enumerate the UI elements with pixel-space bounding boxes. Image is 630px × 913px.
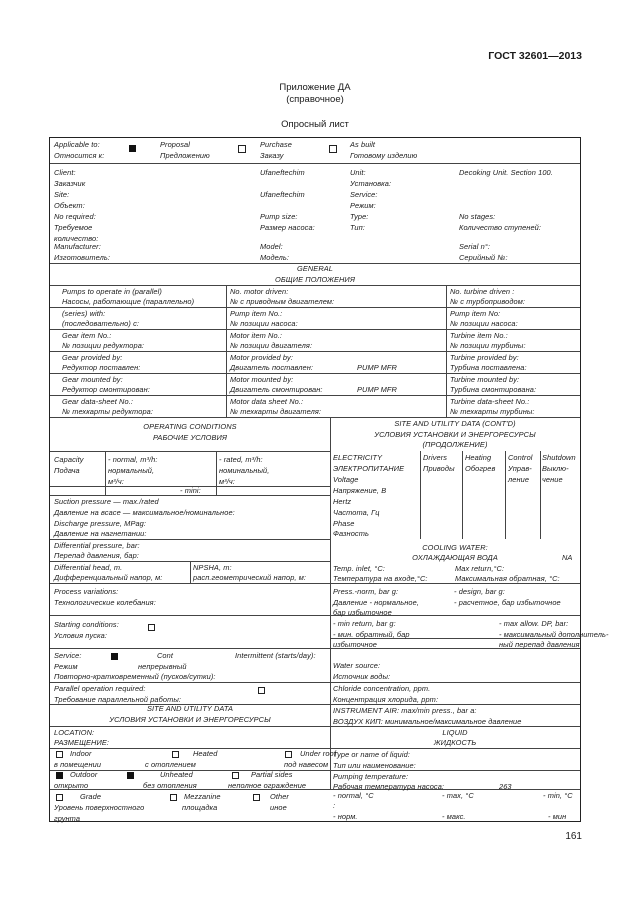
grade-checkbox[interactable] (56, 794, 63, 801)
temp-max-label: - max, °C (442, 791, 474, 800)
mezzanine-label: Mezzanine (184, 792, 221, 801)
appendix-note: (справочное) (286, 94, 344, 105)
proposal-label-ru: Предложению (160, 151, 210, 160)
general-cell: No. turbine driven : (450, 287, 515, 296)
intermittent-label: Intermittent (starts/day): (235, 651, 316, 660)
colon-mark: : (333, 801, 336, 810)
noreq-label-ru2: количество: (54, 234, 99, 243)
control-label: Control (508, 453, 533, 462)
purchase-label-ru: Заказу (260, 151, 284, 160)
heated-checkbox[interactable] (172, 751, 179, 758)
applicable-label: Applicable to: (54, 140, 100, 149)
instrument-air-label-ru: ВОЗДУХ КИП: минимальное/максимальное давление (333, 717, 522, 726)
type-label-ru: Тип: (350, 223, 365, 232)
general-cell: № техкарты редуктора: (62, 407, 154, 416)
other-label: Other (270, 792, 289, 801)
continuous-label-ru: непрерывный (138, 662, 187, 671)
location-label: LOCATION: (54, 728, 95, 737)
drivers-label: Drivers (423, 453, 448, 462)
drivers-label-ru: Приводы (423, 464, 455, 473)
noreq-label-ru: Требуемое (54, 223, 93, 232)
shutdown-label: Shutdown (542, 453, 576, 462)
general-cell: Pumps to operate in (parallel) (62, 287, 162, 296)
general-cell: № техкарты двигателя: (230, 407, 322, 416)
heated-label: Heated (193, 749, 218, 758)
site-utility-title-ru: УСЛОВИЯ УСТАНОВКИ И ЭНЕРГОРЕСУРСЫ (109, 715, 271, 724)
unit-label: Unit: (350, 168, 366, 177)
underroof-label: Under roof (300, 749, 336, 758)
mezzanine-checkbox[interactable] (170, 794, 177, 801)
general-cell: Turbine provided by: (450, 353, 519, 362)
general-cell: Motor data sheet No.: (230, 397, 304, 406)
general-cell: No. motor driven: (230, 287, 289, 296)
general-cell: Gear mounted by: (62, 375, 123, 384)
process-label: Process variations: (54, 587, 119, 596)
general-cell: Motor mounted by: (230, 375, 294, 384)
site-cont-title-ru: УСЛОВИЯ УСТАНОВКИ И ЭНЕРГОРЕСУРСЫ (374, 430, 536, 439)
rated-capacity-unit: м³/ч: (219, 477, 235, 486)
location-label-ru: РАЗМЕЩЕНИЕ: (54, 738, 110, 747)
starting-checkbox[interactable] (148, 624, 155, 631)
underroof-label-ru: под навесом (284, 760, 329, 769)
heating-label-ru: Обогрев (465, 464, 496, 473)
cooling-water-title-ru: ОХЛАЖДАЮЩАЯ ВОДА (412, 553, 498, 562)
cooling-water-title: COOLING WATER: (422, 543, 488, 552)
operating-title-ru: РАБОЧИЕ УСЛОВИЯ (152, 433, 228, 442)
noreq-label: No required: (54, 212, 96, 221)
client-label-ru: Заказчик (54, 179, 86, 188)
press-norm-label-ru: Давление - нормальное, (333, 598, 419, 607)
design-press-label-ru: - расчетное, бар избыточное (454, 598, 561, 607)
npsha-label: NPSHA, m: (193, 563, 232, 572)
partial-label-ru: неполное ограждение (228, 781, 307, 790)
general-cell: Turbine mounted by: (450, 375, 520, 384)
electricity-label-ru: ЭЛЕКТРОПИТАНИЕ (333, 464, 405, 473)
discharge-label-ru: Давление на нагнетании: (54, 529, 147, 538)
press-norm-label: Press.-norm, bar g: (333, 587, 399, 596)
service-mode-label: Service: (54, 651, 82, 660)
diffhead-label-ru: Дифференциальный напор, м: (54, 573, 163, 582)
voltage-label-ru: Напряжение, В (333, 486, 387, 495)
temp-max-label-ru: - макс. (442, 812, 466, 821)
discharge-label: Discharge pressure, MPag: (54, 519, 147, 528)
outdoor-label: Outdoor (70, 770, 98, 779)
min-return-label: - min return, bar g: (333, 619, 396, 628)
asbuilt-label: As built (350, 140, 376, 149)
starting-label-ru: Условия пуска: (54, 631, 108, 640)
pumping-temp-label: Pumping temperature: (333, 772, 409, 781)
starting-label: Starting conditions: (54, 620, 119, 629)
general-cell: № техкарты турбины: (450, 407, 535, 416)
pumpsize-label: Pump size: (260, 212, 298, 221)
normal-capacity-label: - normal, m³/h: (108, 455, 158, 464)
grade-label-ru2: грунта (54, 814, 81, 823)
applicable-label-ru: Относится к: (54, 151, 105, 160)
cooling-water-na: NA (562, 553, 573, 562)
min-return-label-ru2: избыточное (333, 640, 378, 649)
general-cell: № позиции редуктора: (62, 341, 145, 350)
suction-label-ru: Давление на всасе — максимальное/номинальное: (54, 508, 235, 517)
max-dp-label: - max allow. DP, bar: (499, 619, 569, 628)
control-label-ru2: ление (508, 475, 530, 484)
diffhead-label: Differential head, m. (54, 563, 123, 572)
capacity-label: Capacity (54, 455, 84, 464)
proposal-checkbox[interactable] (129, 145, 136, 152)
partial-label: Partial sides (251, 770, 293, 779)
general-cell: Gear provided by: (62, 353, 123, 362)
temp-inlet-label: Temp. inlet, °C: (333, 564, 385, 573)
general-cell: Насосы, работающие (параллельно) (62, 297, 195, 306)
general-cell: Турбина смонтирована: (450, 385, 537, 394)
site-cont-title-ru2: (ПРОДОЛЖЕНИЕ) (422, 440, 488, 449)
heated-label-ru: с отоплением (145, 760, 196, 769)
rated-capacity-label-ru: номинальный, (219, 466, 270, 475)
unit-value: Decoking Unit. Section 100. (459, 168, 553, 177)
water-source-label: Water source: (333, 661, 381, 670)
capacity-label-ru: Подача (54, 466, 80, 475)
chloride-label: Chloride concentration, ppm. (333, 684, 431, 693)
pumping-temp-label-ru: Рабочая температура насоса: (333, 782, 445, 791)
standard-number: ГОСТ 32601—2013 (488, 50, 582, 62)
general-cell: № позиции турбины: (450, 341, 526, 350)
client-value: Ufaneftechim (260, 168, 305, 177)
diffp-label: Differential pressure, bar: (54, 541, 140, 550)
phase-label-ru: Фазность (333, 529, 369, 538)
general-title-ru: ОБЩИЕ ПОЛОЖЕНИЯ (275, 275, 355, 284)
indoor-checkbox[interactable] (56, 751, 63, 758)
unheated-checkbox[interactable] (127, 772, 134, 779)
diffp-label-ru: Перепад давления, бар: (54, 551, 139, 560)
partial-checkbox[interactable] (232, 772, 239, 779)
serial-label: Serial n°: (459, 242, 491, 251)
other-label-ru: иное (270, 803, 287, 812)
unit-label-ru: Установка: (350, 179, 392, 188)
design-press-label: - design, bar g: (454, 587, 505, 596)
purchase-label: Purchase (260, 140, 293, 149)
continuous-label: Cont (157, 651, 174, 660)
chloride-label-ru: Концентрация хлорида, ppm: (333, 695, 439, 704)
site-value: Ufaneftechim (260, 190, 305, 199)
page-number: 161 (565, 831, 582, 842)
type-label: Type: (350, 212, 369, 221)
instrument-air-label: INSTRUMENT AIR: max/min press., bar a: (333, 706, 477, 715)
control-label-ru: Управ- (508, 464, 532, 473)
site-label-ru: Объект: (54, 201, 85, 210)
normal-capacity-label-ru: нормальный, (108, 466, 155, 475)
min-capacity-label: - mini: (180, 486, 201, 495)
rated-capacity-label: - rated, m³/h: (219, 455, 263, 464)
general-title: GENERAL (296, 264, 334, 273)
questionnaire-form (49, 137, 609, 823)
grade-label: Grade (80, 792, 102, 801)
temp-normal-label: - normal, °C (333, 791, 374, 800)
pumpsize-label-ru: Размер насоса: (260, 223, 315, 232)
general-cell: № с турбоприводом: (450, 297, 526, 306)
temp-inlet-label-ru: Температура на входе,°C: (333, 574, 428, 583)
temp-min-label: - min, °C (543, 791, 573, 800)
site-utility-title: SITE AND UTILITY DATA (146, 704, 233, 713)
form-title: Опросный лист (281, 119, 349, 130)
max-return-label: Max return,°C: (455, 564, 505, 573)
other-checkbox[interactable] (253, 794, 260, 801)
general-cell: № позиции насоса: (450, 319, 518, 328)
liquid-title-ru: ЖИДКОСТЬ (433, 738, 477, 747)
general-cell: (последовательно) с: (62, 319, 140, 328)
nostages-label-ru: Количество ступеней: (459, 223, 542, 232)
serial-label-ru: Серийный №: (459, 253, 508, 262)
indoor-label: Indoor (70, 749, 92, 758)
purchase-checkbox[interactable] (238, 145, 246, 153)
appendix-title: Приложение ДА (279, 82, 351, 93)
unheated-label-ru: без отопления (143, 781, 197, 790)
normal-capacity-unit: м³/ч: (108, 477, 124, 486)
pumping-temp-value: 263 (499, 782, 512, 791)
unheated-label: Unheated (160, 770, 193, 779)
proposal-label: Proposal (160, 140, 190, 149)
outdoor-label-ru: открыто (54, 781, 89, 790)
hertz-label: Hertz (333, 497, 352, 506)
parallel-label-ru: Требование параллельной работы: (54, 695, 182, 704)
general-cell: PUMP MFR (357, 385, 397, 394)
intermittent-label-ru: Повторно-кратковременный (пусков/сутки): (54, 672, 216, 681)
client-label: Client: (54, 168, 76, 177)
phase-label: Phase (333, 519, 355, 528)
model-label: Model: (260, 242, 283, 251)
outdoor-checkbox[interactable] (56, 772, 63, 779)
service-label-ru: Режим: (350, 201, 376, 210)
general-cell: (series) with: (62, 309, 106, 318)
process-label-ru: Технологические колебания: (54, 598, 156, 607)
model-label-ru: Модель: (260, 253, 290, 262)
general-cell: Turbine data-sheet No.: (450, 397, 530, 406)
manufacturer-label: Manufacturer: (54, 242, 101, 251)
asbuilt-label-ru: Готовому изделию (350, 151, 418, 160)
press-norm-label-ru2: бар избыточное (333, 608, 392, 617)
service-mode-label-ru: Режим (54, 662, 78, 671)
max-dp-label-ru2: ный перепад давления (499, 640, 580, 649)
general-cell: Турбина поставлена: (450, 363, 527, 372)
general-cell: Gear item No.: (62, 331, 112, 340)
indoor-label-ru: в помещении (54, 760, 102, 769)
general-cell: № позиции двигателя: (230, 341, 313, 350)
general-cell: Motor item No.: (230, 331, 283, 340)
general-cell: Двигатель смонтирован: (230, 385, 323, 394)
asbuilt-checkbox[interactable] (329, 145, 337, 153)
max-return-label-ru: Максимальная обратная, °C: (455, 574, 560, 583)
site-cont-title: SITE AND UTILITY DATA (CONT'D) (394, 419, 516, 428)
general-cell: Двигатель поставлен: (230, 363, 314, 372)
liquid-type-label-ru: Тип или наименование: (333, 761, 416, 770)
liquid-type-label: Type or name of liquid: (333, 750, 410, 759)
parallel-label: Parallel operation required: (54, 684, 146, 693)
general-cell: PUMP MFR (357, 363, 397, 372)
general-cell: Pump item No.: (230, 309, 283, 318)
general-cell: № с приводным двигателем: (230, 297, 335, 306)
mezzanine-label-ru: площадка (182, 803, 218, 812)
general-cell: Motor provided by: (230, 353, 294, 362)
site-label: Site: (54, 190, 70, 199)
nostages-label: No stages: (459, 212, 496, 221)
water-source-label-ru: Источник воды: (333, 672, 391, 681)
general-cell: № позиции насоса: (230, 319, 298, 328)
general-cell: Редуктор поставлен: (62, 363, 141, 372)
grade-label-ru: Уровень поверхностного (54, 803, 145, 812)
max-dp-label-ru: - максимальный дополнитель- (499, 630, 609, 639)
liquid-title: LIQUID (442, 728, 468, 737)
voltage-label: Voltage (333, 475, 359, 484)
temp-normal-label-ru: - норм. (333, 812, 358, 821)
shutdown-label-ru: Выклю- (542, 464, 569, 473)
temp-min-label-ru: - мин (548, 812, 567, 821)
electricity-label: ELECTRICITY (333, 453, 383, 462)
npsha-label-ru: расп.геометрический напор, м: (193, 573, 307, 582)
operating-title: OPERATING CONDITIONS (143, 422, 237, 431)
service-label: Service: (350, 190, 378, 199)
heating-label: Heating (465, 453, 492, 462)
parallel-checkbox[interactable] (258, 687, 265, 694)
general-cell: Редуктор смонтирован: (62, 385, 150, 394)
general-cell: Gear data-sheet No.: (62, 397, 134, 406)
continuous-checkbox[interactable] (111, 653, 118, 660)
general-cell: Turbine item No.: (450, 331, 508, 340)
suction-label: Suction pressure — max./rated (54, 497, 159, 506)
min-return-label-ru: - мин. обратный, бар (333, 630, 410, 639)
shutdown-label-ru2: чение (542, 475, 563, 484)
manufacturer-label-ru: Изготовитель: (54, 253, 110, 262)
general-cell: Pump item No: (450, 309, 501, 318)
underroof-checkbox[interactable] (285, 751, 292, 758)
hertz-label-ru: Частота, Гц (333, 508, 380, 517)
